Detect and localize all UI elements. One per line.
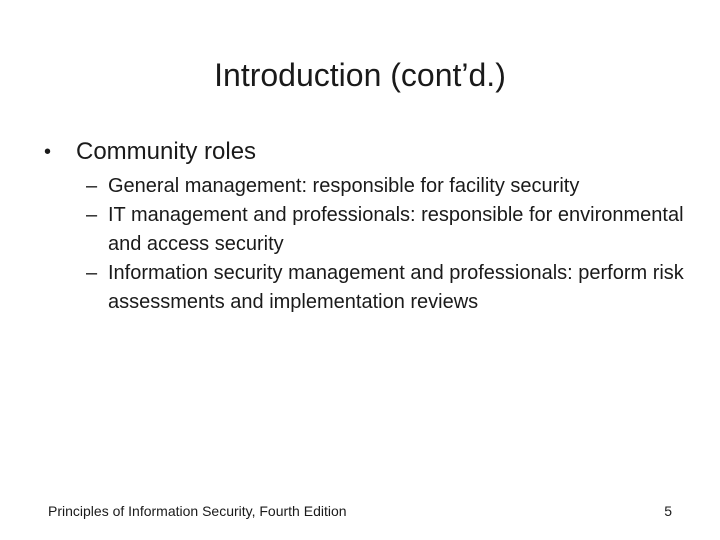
slide-title: Introduction (cont’d.) <box>214 57 506 93</box>
slide-body <box>44 136 694 317</box>
dash-marker: – <box>86 175 98 197</box>
sub-bullet-text: IT management and professionals: responsible for environmental and access security <box>108 204 684 255</box>
bullet-marker: • <box>44 141 52 163</box>
bullet-item <box>44 136 694 168</box>
page-number: 5 <box>664 503 672 519</box>
sub-bullet-item <box>86 259 694 317</box>
dash-marker: – <box>86 262 98 284</box>
sub-bullet-text: General management: responsible for facility security <box>108 175 580 197</box>
sub-bullet-item <box>86 172 694 201</box>
dash-marker: – <box>86 204 98 226</box>
bullet-text: Community roles <box>76 138 257 165</box>
sub-bullet-item <box>86 201 694 259</box>
sub-bullet-text: Information security management and professionals: perform risk assessments and implementation reviews <box>108 262 684 313</box>
footer-source: Principles of Information Security, Fourth Edition <box>48 503 347 519</box>
sub-bullet-list <box>86 172 694 317</box>
